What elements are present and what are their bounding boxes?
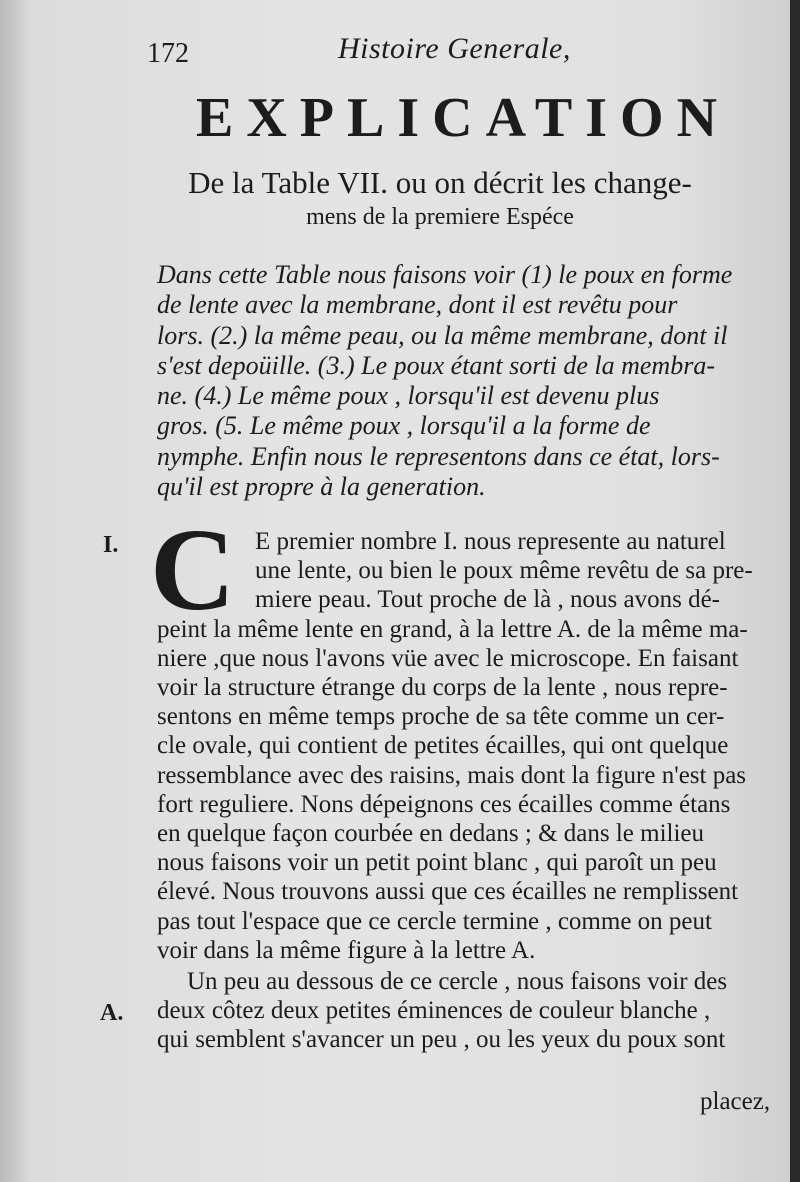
intro-line: gros. (5. Le même poux , lorsqu'il a la forme de bbox=[157, 411, 651, 441]
body-line: Un peu au dessous de ce cercle , nous faisons voir des bbox=[187, 968, 728, 996]
body-line: fort reguliere. Nons dépeignons ces écailles comme étans bbox=[157, 790, 731, 818]
intro-paragraph bbox=[157, 260, 761, 502]
body-line: miere peau. Tout proche de là , nous avons dé- bbox=[255, 586, 721, 614]
intro-line: qu'il est propre à la generation. bbox=[157, 472, 486, 502]
subheading-line: De la Table VII. ou on décrit les change- bbox=[188, 165, 692, 200]
page-edge-shadow bbox=[790, 0, 800, 1182]
body-line: ressemblance avec des raisins, mais dont la figure n'est pas bbox=[157, 761, 747, 789]
intro-line: lors. (2.) la même peau, ou la même membrane, dont il bbox=[157, 320, 728, 350]
page-number: 172 bbox=[147, 38, 189, 69]
page-header bbox=[0, 26, 790, 76]
body-text bbox=[157, 527, 769, 1055]
intro-line: Dans cette Table nous faisons voir (1) le poux en forme bbox=[157, 260, 733, 289]
drop-cap: C bbox=[150, 504, 236, 635]
intro-line: de lente avec la membrane, dont il est revêtu pour bbox=[157, 290, 678, 320]
body-line: cle ovale, qui contient de petites écailles, qui ont quelque bbox=[157, 732, 729, 760]
body-line: E premier nombre I. nous represente au naturel bbox=[255, 528, 726, 555]
catchword: placez, bbox=[700, 1088, 771, 1115]
margin-mark: A. bbox=[100, 1000, 124, 1026]
second-paragraph bbox=[157, 967, 769, 1055]
intro-line: nymphe. Enfin nous le representons dans ce état, lors- bbox=[157, 441, 720, 471]
intro-line: s'est depoüille. (3.) Le poux étant sorti de la membra- bbox=[157, 350, 715, 380]
body-line: qui semblent s'avancer un peu , ou les yeux du poux sont bbox=[157, 1026, 726, 1054]
subheading-line: mens de la premiere Espéce bbox=[306, 204, 574, 230]
body-line: niere ,que nous l'avons vüe avec le microscope. En faisant bbox=[157, 644, 739, 672]
margin-mark: I. bbox=[103, 532, 119, 558]
running-title: Histoire Generale, bbox=[338, 32, 571, 65]
intro-line: ne. (4.) Le même poux , lorsqu'il est devenu plus bbox=[157, 381, 660, 411]
body-line: nous faisons voir un petit point blanc , qui paroît un peu bbox=[157, 849, 717, 877]
body-line: en quelque façon courbée en dedans ; & dans le milieu bbox=[157, 820, 705, 848]
body-line: une lente, ou bien le poux même revêtu de sa pre- bbox=[255, 557, 753, 585]
body-line: pas tout l'espace que ce cercle termine , comme on peut bbox=[157, 907, 712, 935]
main-heading: EXPLICATION bbox=[196, 87, 731, 149]
body-line: élevé. Nous trouvons aussi que ces écailles ne remplissent bbox=[157, 878, 739, 906]
body-line: peint la même lente en grand, à la lettre A. de la même ma- bbox=[157, 615, 748, 643]
body-line: voir la structure étrange du corps de la lente , nous repre- bbox=[157, 674, 728, 702]
body-line: sentons en même temps proche de sa tête comme un cer- bbox=[157, 703, 725, 731]
body-line: voir dans la même figure à la lettre A. bbox=[157, 936, 536, 964]
subheading bbox=[140, 166, 740, 234]
body-line: deux côtez deux petites éminences de couleur blanche , bbox=[157, 997, 711, 1025]
